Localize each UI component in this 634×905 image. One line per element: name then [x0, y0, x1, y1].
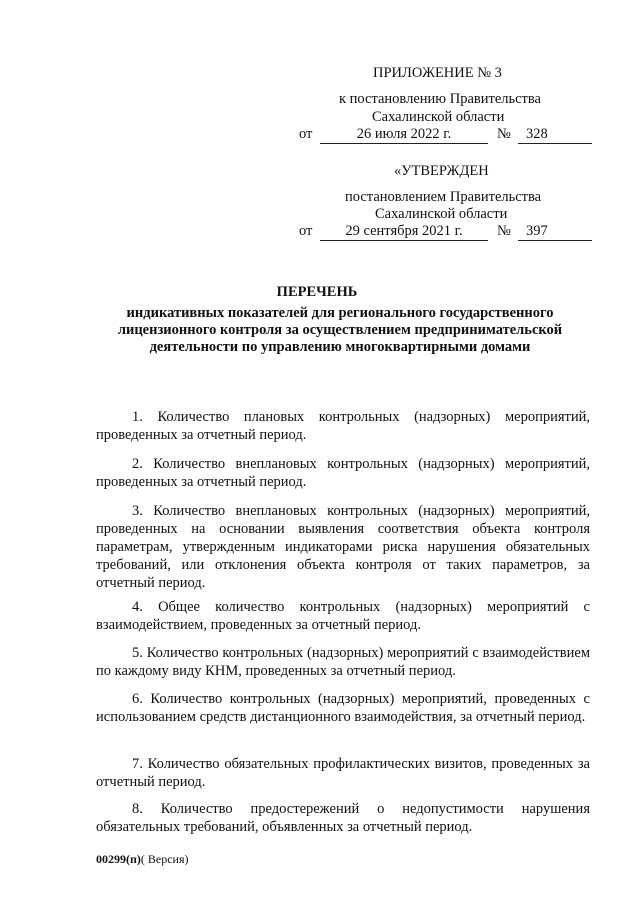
document-subtitle-line-3: деятельности по управлению многоквартирными домами	[149, 339, 531, 355]
list-item-5: 5. Количество контрольных (надзорных) мероприятий с взаимодействием по каждому виду КНМ, проведенных за отчетный период.	[96, 645, 590, 679]
footer-version: ( Версия)	[140, 852, 189, 866]
number-label: №	[497, 126, 511, 142]
approved-number-label: №	[497, 223, 511, 239]
approved-date: 29 сентября 2021 г.	[345, 223, 463, 239]
list-item-6: 6. Количество контрольных (надзорных) мероприятий, проведенных с использованием средств дистанционного взаимодействия, за отчетный период.	[96, 691, 590, 725]
approved-date-field	[320, 222, 488, 241]
list-item-7: 7. Количество обязательных профилактических визитов, проведенных за отчетный период.	[96, 756, 590, 790]
footer-code: 00299(п)	[96, 852, 141, 866]
list-item-8: 8. Количество предостережений о недопустимости нарушения обязательных требований, объявленных за отчетный период.	[96, 801, 590, 835]
approved-number-field	[518, 222, 592, 241]
list-item-2: 2. Количество внеплановых контрольных (надзорных) мероприятий, проведенных за отчетный период.	[96, 456, 590, 490]
document-title: ПЕРЕЧЕНЬ	[276, 284, 358, 300]
list-item-3: 3. Количество внеплановых контрольных (надзорных) мероприятий, проведенных на основании выявления соответствия объекта контроля параметрам, утвержденным индикаторами риска нарушения обязательных требований, или отклонения объекта контроля от таких параметров, за отчетный период.	[96, 503, 590, 591]
approved-region-text: Сахалинской области	[375, 206, 508, 222]
approved-by-text: постановлением Правительства	[345, 189, 542, 205]
to-resolution-text: к постановлению Правительства	[339, 91, 541, 107]
approved-title: «УТВЕРЖДЕН	[394, 163, 489, 179]
appendix-label: ПРИЛОЖЕНИЕ № 3	[373, 65, 502, 81]
resolution-number: 328	[526, 126, 548, 142]
list-item-4: 4. Общее количество контрольных (надзорных) мероприятий с взаимодействием, проведенных за отчетный период.	[96, 599, 590, 633]
resolution-date-field	[320, 125, 488, 144]
document-subtitle-line-2: лицензионного контроля за осуществлением предпринимательской	[117, 322, 563, 338]
document-subtitle-line-1: индикативных показателей для регионального государственного	[126, 305, 554, 321]
approved-from-label: от	[299, 223, 313, 239]
list-item-1: 1. Количество плановых контрольных (надзорных) мероприятий, проведенных за отчетный период.	[96, 409, 590, 443]
document-footer	[96, 852, 189, 866]
region-text: Сахалинской области	[372, 109, 505, 125]
from-label: от	[299, 126, 313, 142]
approved-number: 397	[526, 223, 548, 239]
resolution-date: 26 июля 2022 г.	[356, 126, 452, 142]
resolution-number-field	[518, 125, 592, 144]
